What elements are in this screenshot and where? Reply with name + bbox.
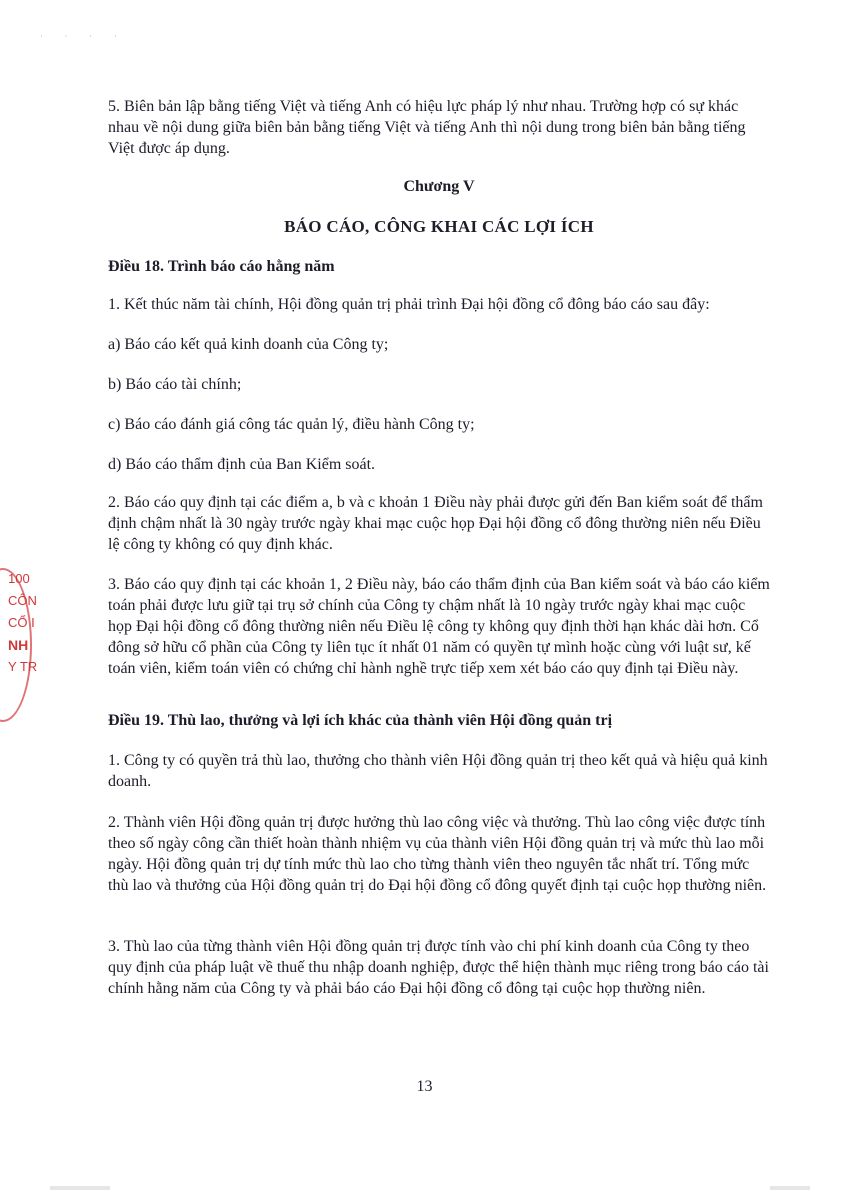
seal-text-line: CÔN	[8, 593, 37, 608]
seal-text-line: NH	[8, 637, 29, 653]
article-18-clause-3: 3. Báo cáo quy định tại các khoản 1, 2 Điều này, báo cáo thẩm định của Ban kiểm soát và báo cáo kiểm toán phải được lưu giữ tại trụ sở chính của Công ty chậm nhất là 10 ngày trước ngày khai mạc cuộc họp Đại hội đồng cổ đông thường niên nếu Điều lệ công ty không quy định thời hạn khác dài hơn. Cổ đông sở hữu cổ phần của Công ty liên tục ít nhất 01 năm có quyền tự mình hoặc cùng với luật sư, kế toán viên, kiểm toán viên có chứng chỉ hành nghề trực tiếp xem xét báo cáo quy định tại Điều này.	[108, 576, 770, 677]
article-19-clause-2: 2. Thành viên Hội đồng quản trị được hưởng thù lao công việc và thưởng. Thù lao công việc được tính theo số ngày công cần thiết hoàn thành nhiệm vụ của thành viên Hội đồng quản trị và mức thù lao mỗi ngày. Hội đồng quản trị dự tính mức thù lao cho từng thành viên theo nguyên tắc nhất trí. Tổng mức thù lao và thưởng của Hội đồng quản trị do Đại hội đồng cổ đông quyết định tại cuộc họp thường niên.	[108, 814, 767, 894]
seal-text-line: 100	[8, 571, 30, 586]
article-19-clause-3: 3. Thù lao của từng thành viên Hội đồng quản trị được tính vào chi phí kinh doanh của Công ty theo quy định của pháp luật về thuế thu nhập doanh nghiệp, được thể hiện thành mục riêng trong báo cáo tài chính hằng năm của Công ty và phải báo cáo Đại hội đồng cổ đông tại cuộc họp thường niên.	[108, 938, 769, 997]
article-18-item-d: d) Báo cáo thẩm định của Ban Kiểm soát.	[108, 456, 376, 473]
article-18-heading: Điều 18. Trình báo cáo hằng năm	[108, 258, 335, 275]
scan-specks: · · · ·	[40, 32, 127, 41]
article-19-heading: Điều 19. Thù lao, thưởng và lợi ích khác của thành viên Hội đồng quản trị	[108, 712, 613, 729]
chapter-label: Chương V	[403, 178, 475, 195]
page-number: 13	[416, 1078, 433, 1095]
article-18-item-b: b) Báo cáo tài chính;	[108, 376, 242, 393]
article-18-item-c: c) Báo cáo đánh giá công tác quản lý, điều hành Công ty;	[108, 416, 475, 433]
article-18-clause-1: 1. Kết thúc năm tài chính, Hội đồng quản trị phải trình Đại hội đồng cổ đông báo cáo sau đây:	[108, 296, 710, 313]
scan-mark	[50, 1186, 110, 1190]
seal-text-line: Y TR	[8, 659, 38, 674]
article-18-clause-2: 2. Báo cáo quy định tại các điểm a, b và c khoản 1 Điều này phải được gửi đến Ban kiểm soát để thẩm định chậm nhất là 30 ngày trước ngày khai mạc cuộc họp Đại hội đồng cổ đông thường niên nếu Điều lệ công ty không có quy định khác.	[108, 494, 763, 553]
article-19-clause-1: 1. Công ty có quyền trả thù lao, thưởng cho thành viên Hội đồng quản trị theo kết quả và hiệu quả kinh doanh.	[108, 752, 768, 790]
company-seal-stamp	[0, 568, 44, 748]
chapter-title: BÁO CÁO, CÔNG KHAI CÁC LỢI ÍCH	[284, 217, 594, 236]
scan-mark	[770, 1186, 810, 1190]
article-18-item-a: a) Báo cáo kết quả kinh doanh của Công ty;	[108, 336, 389, 353]
paragraph-biên-bản-language: 5. Biên bản lập bằng tiếng Việt và tiếng Anh có hiệu lực pháp lý như nhau. Trường hợp có sự khác nhau về nội dung giữa biên bản bằng tiếng Việt và tiếng Anh thì nội dung trong biên bản bằng tiếng Việt được áp dụng.	[108, 98, 746, 157]
seal-text-line: CỔ I	[8, 615, 35, 630]
